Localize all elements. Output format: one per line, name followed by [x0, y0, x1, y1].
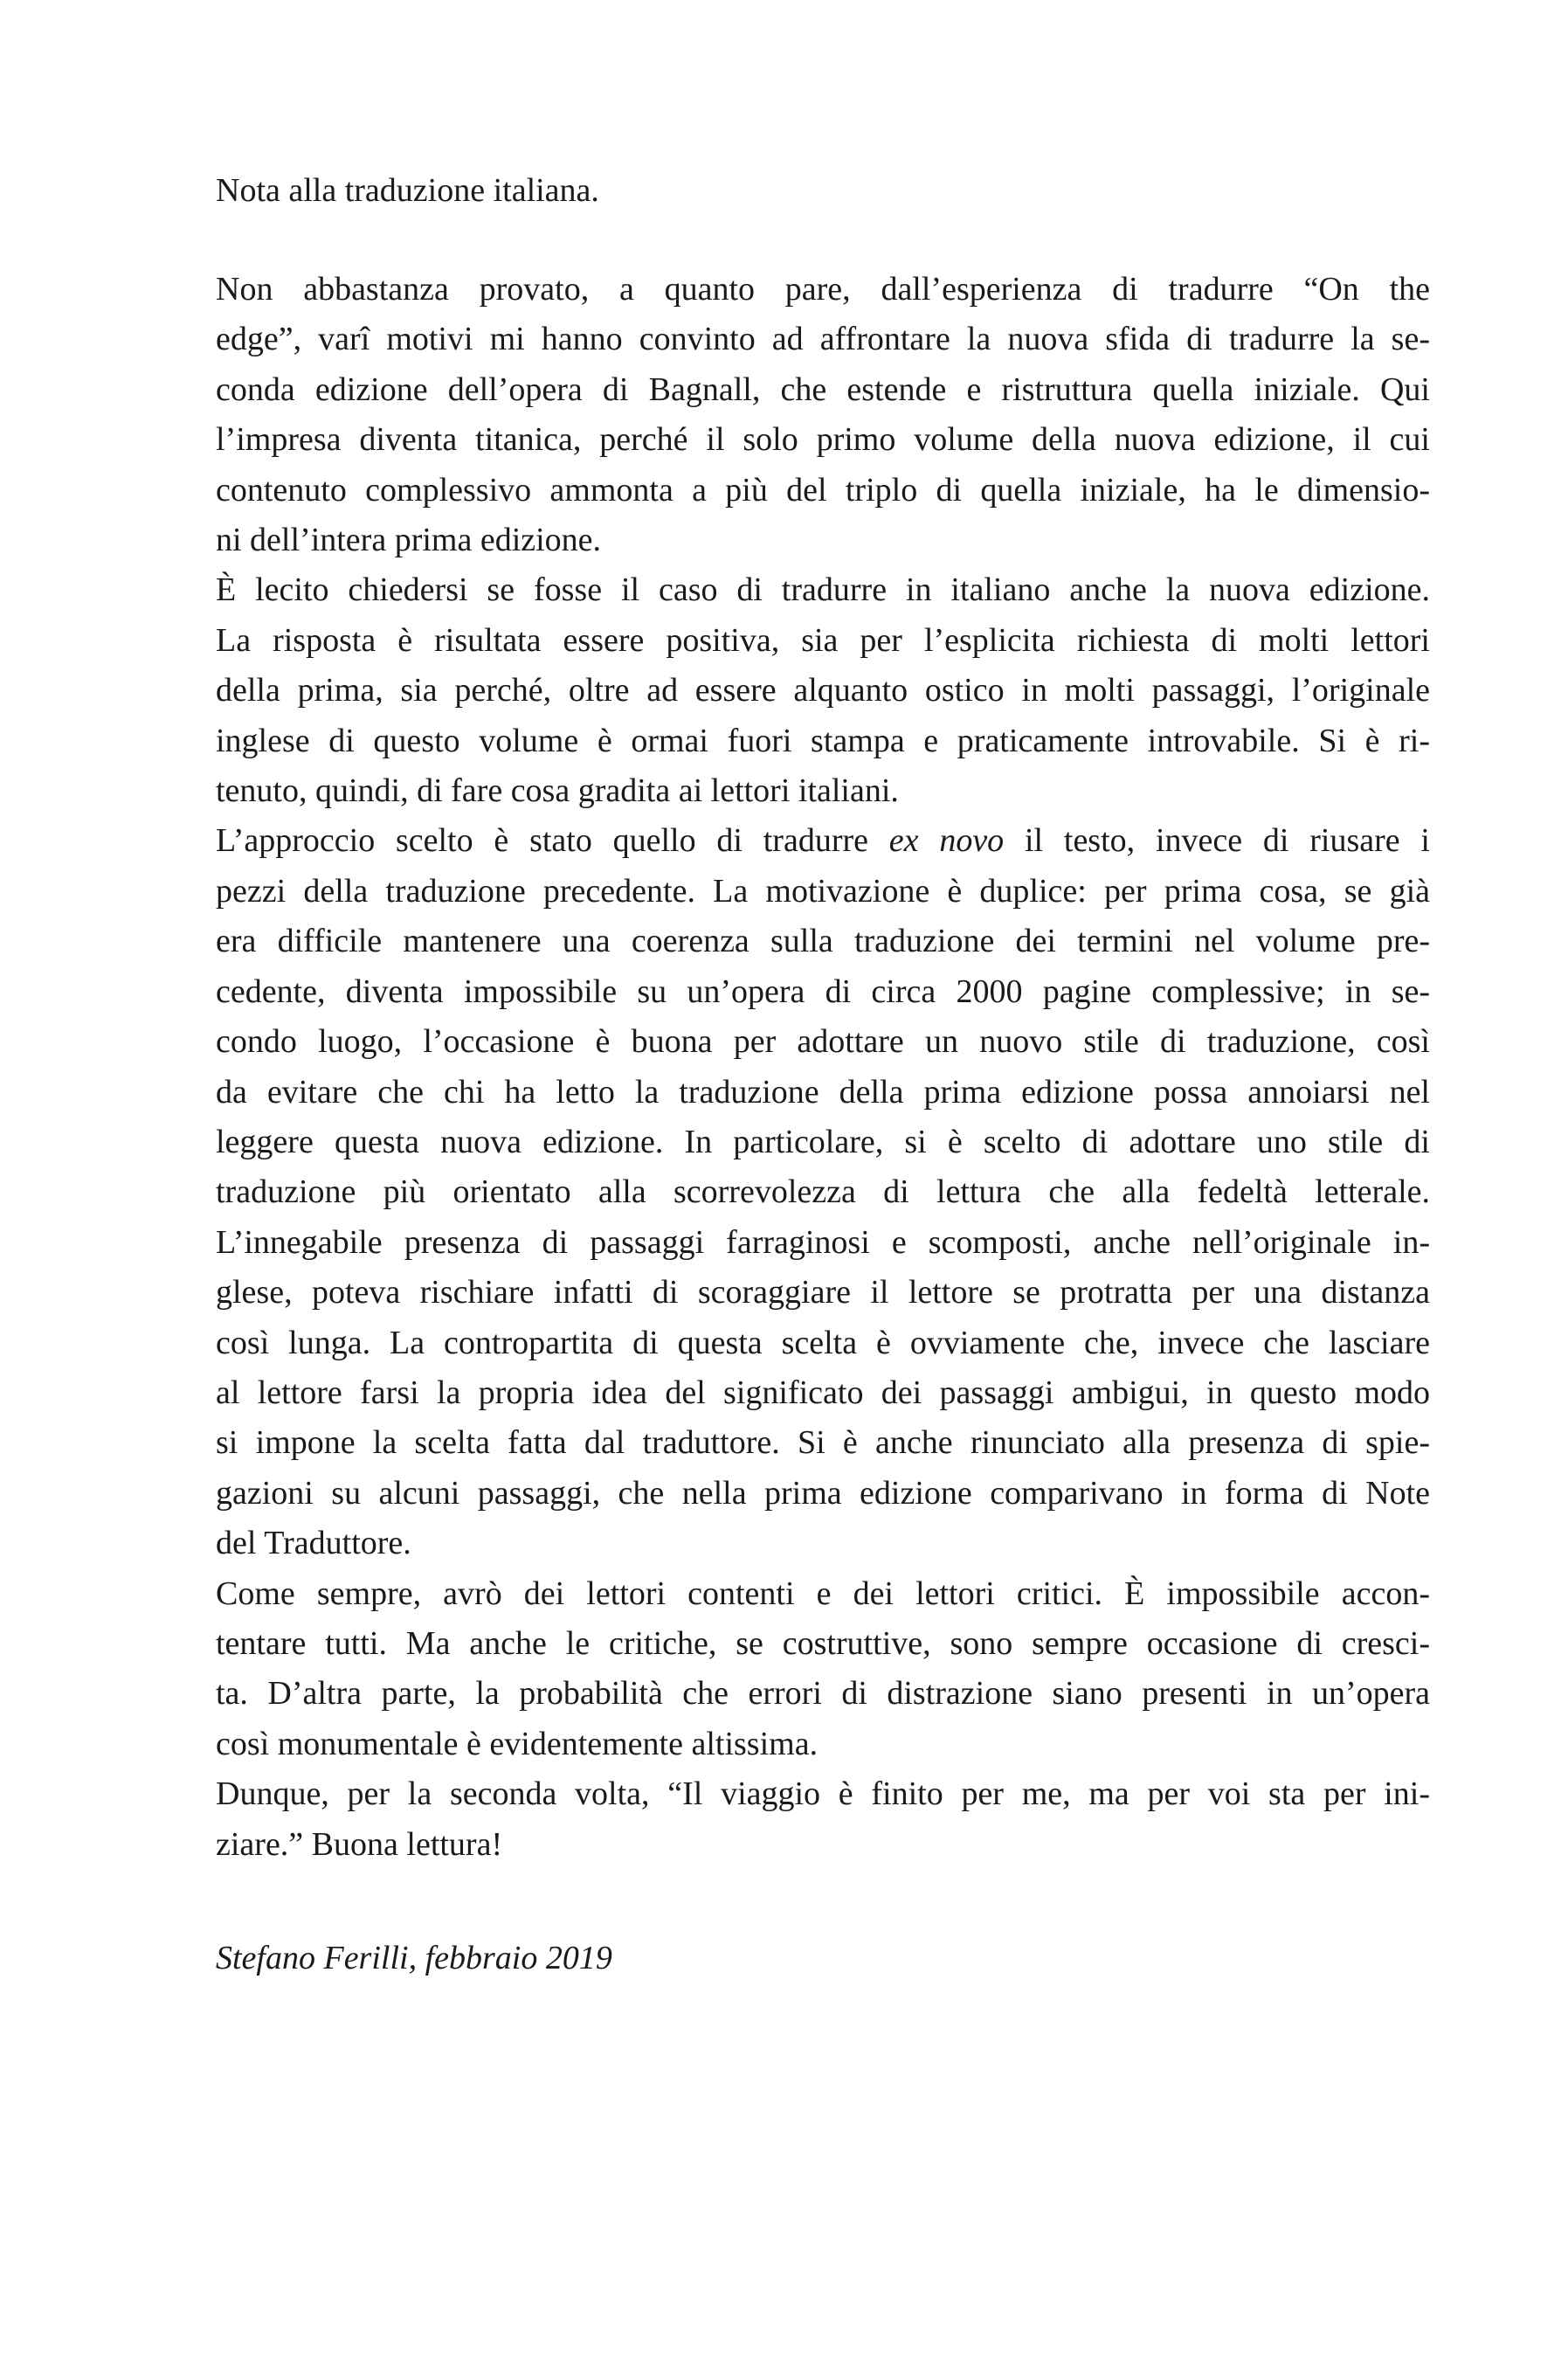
text-line: Non abbastanza provato, a quanto pare, dall’esperienza di tradurre “On the: [216, 271, 1430, 308]
paragraph: [216, 1769, 1430, 1870]
paragraph: [216, 816, 1430, 1568]
document-body: [216, 265, 1430, 1870]
text-line: inglese di questo volume è ormai fuori stampa e praticamente introvabile. Si è ri-: [216, 722, 1430, 759]
text-line: L’approccio scelto è stato quello di tradurre ex novo il testo, invece di riusare i: [216, 822, 1430, 860]
text-line: ziare.” Buona lettura!: [216, 1825, 503, 1863]
text-line: pezzi della traduzione precedente. La motivazione è duplice: per prima cosa, se già: [216, 872, 1430, 910]
text-line: gazioni su alcuni passaggi, che nella prima edizione comparivano in forma di Note: [216, 1474, 1430, 1512]
text-line: ta. D’altra parte, la probabilità che errori di distrazione siano presenti in un’opera: [216, 1675, 1430, 1713]
document-page: [216, 166, 1430, 1983]
text-line: condo luogo, l’occasione è buona per adottare un nuovo stile di traduzione, così: [216, 1023, 1430, 1061]
text-line: della prima, sia perché, oltre ad essere alquanto ostico in molti passaggi, l’originale: [216, 672, 1430, 709]
text-line: del Traduttore.: [216, 1525, 411, 1562]
text-line: così lunga. La contropartita di questa scelta è ovviamente che, invece che lasciare: [216, 1324, 1430, 1361]
text-line: La risposta è risultata essere positiva, sia per l’esplicita richiesta di molti lettori: [216, 621, 1430, 659]
text-line: cedente, diventa impossibile su un’opera di circa 2000 pagine complessive; in se-: [216, 972, 1430, 1010]
text-line: da evitare che chi ha letto la traduzione della prima edizione possa annoiarsi nel: [216, 1073, 1430, 1111]
italic-phrase: ex novo: [888, 822, 1005, 860]
text-line: È lecito chiedersi se fosse il caso di tradurre in italiano anche la nuova edizione.: [216, 571, 1430, 609]
text-line: glese, poteva rischiare infatti di scoraggiare il lettore se protratta per una distanza: [216, 1274, 1430, 1311]
text-line: al lettore farsi la propria idea del significato dei passaggi ambigui, in questo modo: [216, 1374, 1430, 1411]
text-line: L’innegabile presenza di passaggi farraginosi e scomposti, anche nell’originale in-: [216, 1223, 1430, 1261]
text-line: Come sempre, avrò dei lettori contenti e dei lettori critici. È impossibile accon-: [216, 1574, 1430, 1612]
text-line: Dunque, per la seconda volta, “Il viaggio è finito per me, ma per voi sta per ini-: [216, 1775, 1430, 1813]
text-line: l’impresa diventa titanica, perché il solo primo volume della nuova edizione, il cui: [216, 421, 1430, 459]
text-line: si impone la scelta fatta dal traduttore. Si è anche rinunciato alla presenza di spie-: [216, 1424, 1430, 1462]
text-line: leggere questa nuova edizione. In particolare, si è scelto di adottare uno stile di: [216, 1123, 1430, 1160]
text-line: traduzione più orientato alla scorrevolezza di lettura che alla fedeltà letterale.: [216, 1173, 1430, 1211]
text-line: conda edizione dell’opera di Bagnall, che estende e ristruttura quella iniziale. Qui: [216, 370, 1430, 408]
text-line: ni dell’intera prima edizione.: [216, 522, 602, 559]
text-line: tenuto, quindi, di fare cosa gradita ai lettori italiani.: [216, 772, 899, 810]
paragraph: [216, 265, 1430, 565]
text-line: così monumentale è evidentemente altissima.: [216, 1725, 819, 1762]
document-title: Nota alla traduzione italiana.: [216, 172, 599, 209]
text-line: tentare tutti. Ma anche le critiche, se costruttive, sono sempre occasione di cresci-: [216, 1624, 1430, 1662]
text-line: edge”, varî motivi mi hanno convinto ad affrontare la nuova sfida di tradurre la se-: [216, 321, 1430, 358]
text-line: era difficile mantenere una coerenza sulla traduzione dei termini nel volume pre-: [216, 923, 1430, 960]
paragraph: [216, 565, 1430, 816]
paragraph: [216, 1569, 1430, 1770]
text-line: contenuto complessivo ammonta a più del triplo di quella iniziale, ha le dimensio-: [216, 471, 1430, 509]
signature: Stefano Ferilli, febbraio 2019: [216, 1940, 612, 1976]
